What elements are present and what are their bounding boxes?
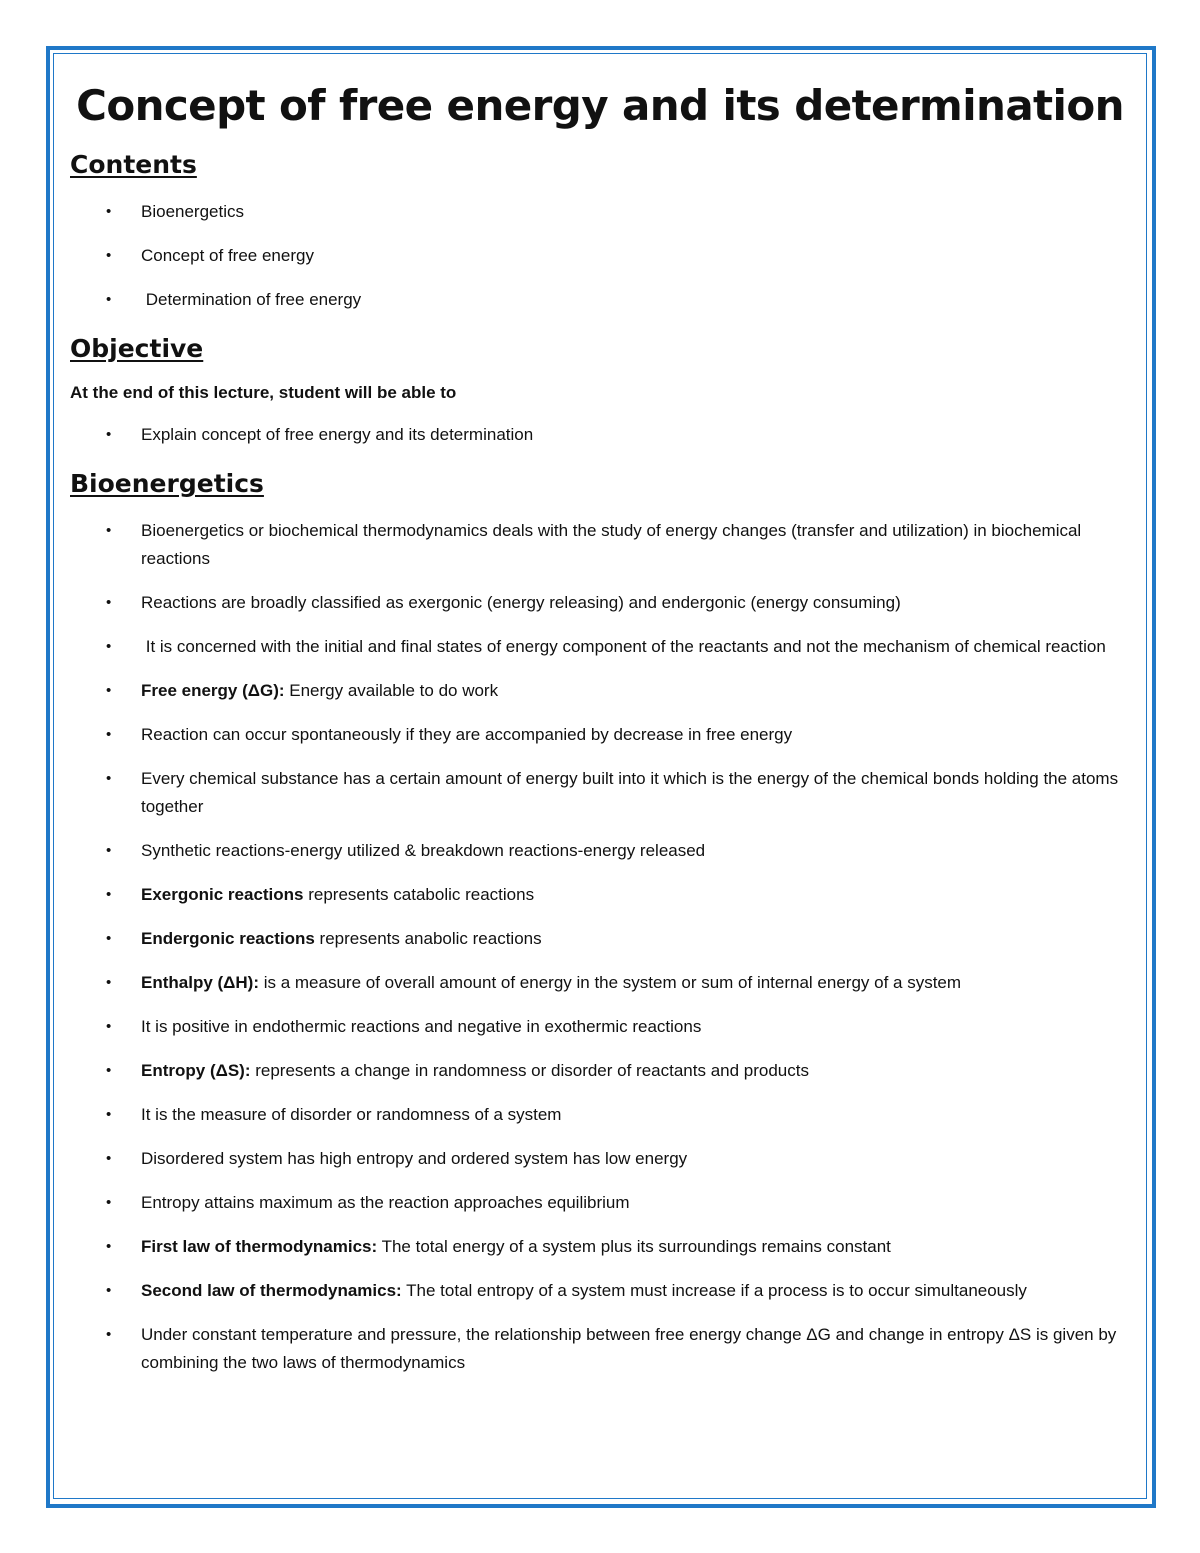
objective-heading: Objective xyxy=(70,334,204,363)
list-item-term: Entropy (ΔS): xyxy=(141,1061,251,1080)
list-item-term: Exergonic reactions xyxy=(141,885,304,904)
bullet-icon: • xyxy=(106,682,112,699)
list-item-text: It is positive in endothermic reactions and negative in exothermic reactions xyxy=(141,1017,702,1036)
list-item-term: Endergonic reactions xyxy=(141,929,315,948)
list-item-text: represents anabolic reactions xyxy=(314,929,542,948)
list-item xyxy=(70,721,1130,749)
list-item-text: Every chemical substance has a certain amount of energy built into it which is the energy of the chemical bonds holding the atoms together xyxy=(141,769,1123,816)
list-item xyxy=(70,1145,1130,1173)
list-item-text: The total entropy of a system must increase if a process is to occur simultaneously xyxy=(401,1281,1027,1300)
list-item xyxy=(70,1277,1130,1305)
list-item xyxy=(70,1233,1130,1261)
bullet-icon: • xyxy=(106,726,112,743)
bullet-icon: • xyxy=(106,770,112,787)
list-item xyxy=(70,1057,1130,1085)
list-item-text: Entropy attains maximum as the reaction approaches equilibrium xyxy=(141,1193,630,1212)
list-item-text: represents catabolic reactions xyxy=(303,885,535,904)
bullet-icon: • xyxy=(106,974,112,991)
list-item-text: Bioenergetics xyxy=(141,202,245,221)
list-item-text: Reaction can occur spontaneously if they are accompanied by decrease in free energy xyxy=(141,725,793,744)
list-item-text: Explain concept of free energy and its determination xyxy=(141,425,534,444)
list-item xyxy=(70,1189,1130,1217)
list-item-text: Reactions are broadly classified as exergonic (energy releasing) and endergonic (energy consuming) xyxy=(141,593,901,612)
list-item xyxy=(70,421,1130,449)
list-item-term: Second law of thermodynamics: xyxy=(141,1281,402,1300)
bullet-icon: • xyxy=(106,930,112,947)
bullet-icon: • xyxy=(106,291,112,308)
bullet-icon: • xyxy=(106,1018,112,1035)
bullet-icon: • xyxy=(106,426,112,443)
bullet-icon: • xyxy=(106,1194,112,1211)
list-item xyxy=(70,633,1130,661)
list-item-text: Synthetic reactions-energy utilized & breakdown reactions-energy released xyxy=(141,841,706,860)
list-item-text: The total energy of a system plus its surroundings remains constant xyxy=(377,1237,891,1256)
list-item xyxy=(70,1101,1130,1129)
list-item xyxy=(70,1013,1130,1041)
bioenergetics-list xyxy=(70,517,1130,1377)
list-item-text: is a measure of overall amount of energy in the system or sum of internal energy of a system xyxy=(259,973,962,992)
list-item xyxy=(70,765,1130,821)
list-item xyxy=(70,969,1130,997)
list-item-text: It is the measure of disorder or randomness of a system xyxy=(141,1105,562,1124)
list-item-text: Determination of free energy xyxy=(141,290,362,309)
bullet-icon: • xyxy=(106,1282,112,1299)
list-item-term: Enthalpy (ΔH): xyxy=(141,973,259,992)
list-item xyxy=(70,517,1130,573)
bullet-icon: • xyxy=(106,1150,112,1167)
list-item-term: Free energy (ΔG): xyxy=(141,681,285,700)
objective-list xyxy=(70,421,1130,449)
bullet-icon: • xyxy=(106,1106,112,1123)
list-item xyxy=(70,286,1130,314)
list-item-term: First law of thermodynamics: xyxy=(141,1237,378,1256)
list-item-text: Under constant temperature and pressure, the relationship between free energy change ΔG and change in entropy ΔS is given by combining the two laws of thermodynamics xyxy=(141,1325,1122,1372)
list-item-text: Disordered system has high entropy and ordered system has low energy xyxy=(141,1149,688,1168)
bullet-icon: • xyxy=(106,1326,112,1343)
bioenergetics-heading: Bioenergetics xyxy=(70,469,264,498)
bullet-icon: • xyxy=(106,594,112,611)
list-item-text: It is concerned with the initial and final states of energy component of the reactants and not the mechanism of chemical reaction xyxy=(141,637,1106,656)
bullet-icon: • xyxy=(106,886,112,903)
list-item xyxy=(70,1321,1130,1377)
list-item xyxy=(70,242,1130,270)
page-title: Concept of free energy and its determination xyxy=(76,81,1124,130)
list-item-text: represents a change in randomness or disorder of reactants and products xyxy=(250,1061,809,1080)
document-body xyxy=(70,78,1130,1377)
objective-intro: At the end of this lecture, student will be able to xyxy=(70,383,457,402)
list-item xyxy=(70,837,1130,865)
bullet-icon: • xyxy=(106,522,112,539)
bullet-icon: • xyxy=(106,1062,112,1079)
bullet-icon: • xyxy=(106,638,112,655)
bullet-icon: • xyxy=(106,203,112,220)
list-item-text: Energy available to do work xyxy=(284,681,499,700)
list-item xyxy=(70,881,1130,909)
list-item xyxy=(70,925,1130,953)
list-item-text: Bioenergetics or biochemical thermodynamics deals with the study of energy changes (transfer and utilization) in biochemical reactions xyxy=(141,521,1086,568)
list-item xyxy=(70,677,1130,705)
list-item xyxy=(70,198,1130,226)
list-item-text: Concept of free energy xyxy=(141,246,314,265)
bullet-icon: • xyxy=(106,842,112,859)
list-item xyxy=(70,589,1130,617)
contents-list xyxy=(70,198,1130,314)
bullet-icon: • xyxy=(106,1238,112,1255)
contents-heading: Contents xyxy=(70,150,197,179)
bullet-icon: • xyxy=(106,247,112,264)
